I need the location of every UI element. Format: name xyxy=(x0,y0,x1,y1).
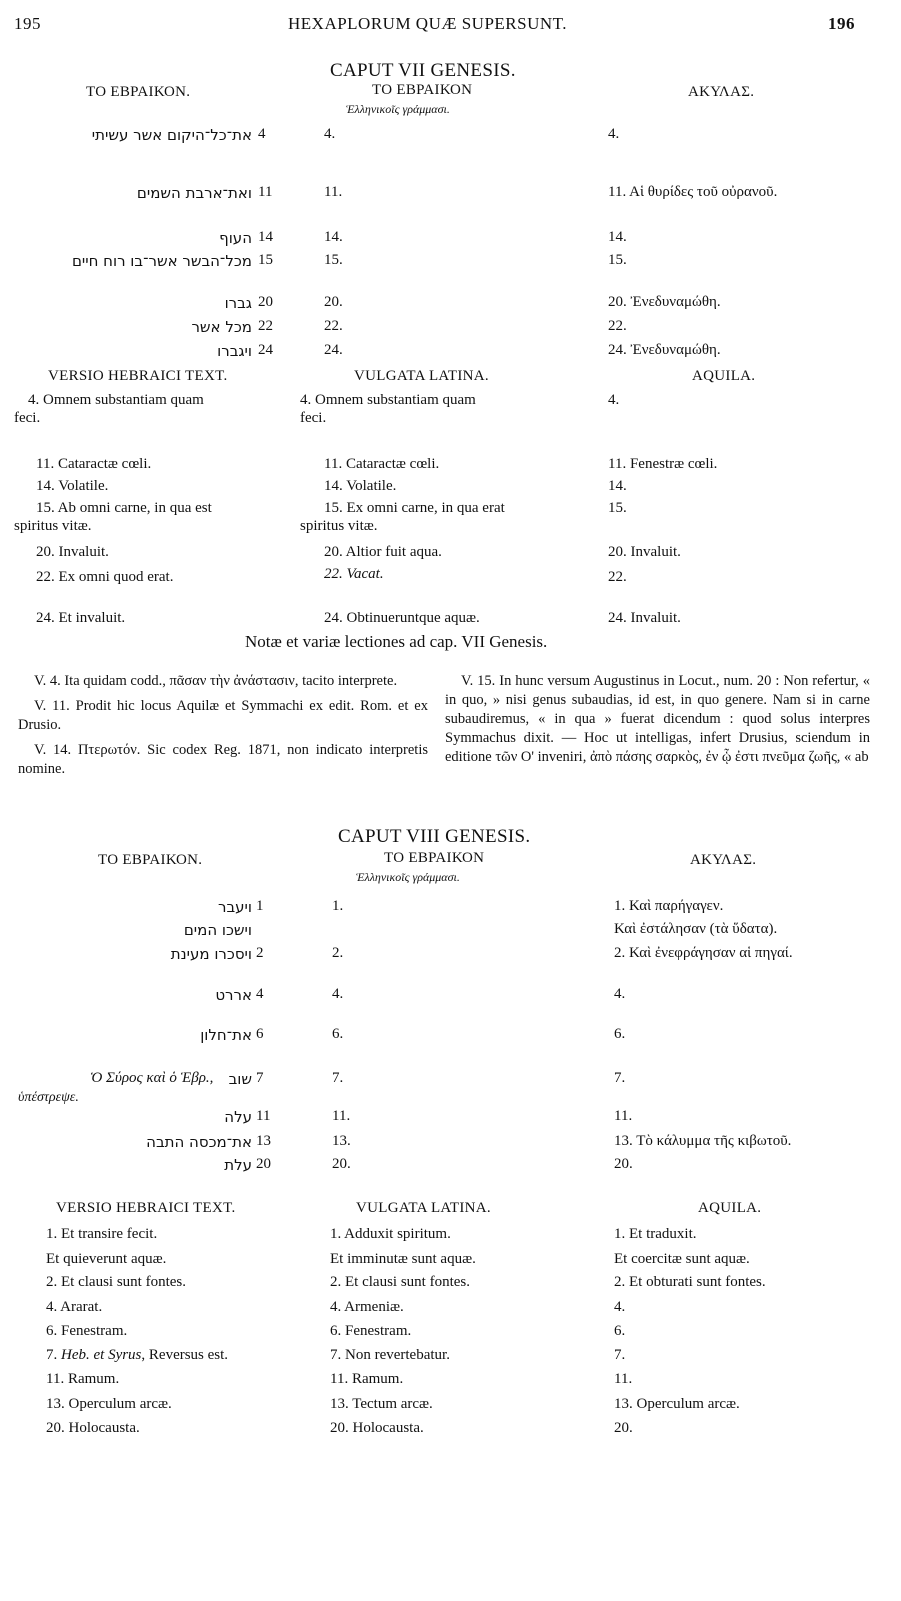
syrus-note: Ὁ Σύρος καὶ ὁ Ἑβρ., xyxy=(90,1070,214,1086)
translit-cell: 24. xyxy=(324,342,343,358)
note-v11: V. 11. Prodit hic locus Aquilæ et Symmachi ex edit. Rom. et ex Drusio. xyxy=(18,698,428,733)
aquila-cell: 4. xyxy=(608,126,620,142)
hebrew-word: את־חלון xyxy=(200,1026,252,1044)
latin-line-r: 13. Operculum arcæ. xyxy=(614,1396,740,1412)
hebrew-word: וישכו המים xyxy=(183,921,252,939)
hebrew-word: ויעבר xyxy=(218,898,252,916)
hebrew-word: העוף xyxy=(219,229,252,247)
latin-line-l: 1. Et transire fecit. xyxy=(46,1226,158,1242)
hebrew-word: ויסכרו מעינת xyxy=(170,945,252,963)
latin-line-l: 6. Fenestram. xyxy=(46,1323,128,1339)
syrus-note-2: ὑπέστρεψε. xyxy=(18,1090,79,1105)
latin-line-m: 1. Adduxit spiritum. xyxy=(330,1226,451,1242)
latin-line-l: 22. Ex omni quod erat. xyxy=(36,569,174,585)
latin-line-m: 20. Holocausta. xyxy=(330,1420,424,1436)
latin-line-r: 4. xyxy=(614,1299,626,1315)
latin-line-r: 11. Fenestræ cœli. xyxy=(608,456,718,472)
aquila-cell: 14. xyxy=(608,229,627,245)
latin-line-l: 14. Volatile. xyxy=(36,478,109,494)
latin-line-r: 1. Et traduxit. xyxy=(614,1226,697,1242)
latin-line-r: 22. xyxy=(608,569,627,585)
latin-line-r: 2. Et obturati sunt fontes. xyxy=(614,1274,766,1290)
notes-left-column xyxy=(18,672,428,779)
latin-line-r: 6. xyxy=(614,1323,626,1339)
latin-line-l: spiritus vitæ. xyxy=(14,518,92,534)
latin-line-m: 2. Et clausi sunt fontes. xyxy=(330,1274,470,1290)
latin-line-l: Et quieverunt aquæ. xyxy=(46,1251,167,1267)
col-translit-heading: ΤΟ ΕΒΡΑΙΚΟΝ xyxy=(372,82,473,98)
col-aquila-heading-8: ΑΚΥΛΑΣ. xyxy=(690,852,757,868)
latin-line-l: 20. Holocausta. xyxy=(46,1420,140,1436)
translit-cell: 14. xyxy=(324,229,343,245)
aquila-cell: 7. xyxy=(614,1070,626,1086)
col-aquila-heading: ΑΚΥΛΑΣ. xyxy=(688,84,755,100)
latin-line-r: 11. xyxy=(614,1371,633,1387)
hebrew-word: מכל־הבשר אשר־בו רוח חיים xyxy=(71,252,252,270)
latin-line-m: 4. Armeniæ. xyxy=(330,1299,404,1315)
note-v14: V. 14. Πτερωτόν. Sic codex Reg. 1871, non indicato interpretis nomine. xyxy=(18,742,428,777)
verse-number: 6 xyxy=(256,1026,264,1042)
lat-head-left: VERSIO HEBRAICI TEXT. xyxy=(48,368,228,384)
aquila-cell: 20. Ἐνεδυναμώθη. xyxy=(608,294,721,310)
latin-line-m: 24. Obtinueruntque aquæ. xyxy=(324,610,480,626)
latin-line-r: 4. xyxy=(608,392,620,408)
translit-cell: 20. xyxy=(332,1156,351,1172)
latin-line-m: 22. Vacat. xyxy=(324,566,384,582)
translit-cell: 7. xyxy=(332,1070,344,1086)
verse-number: 20 xyxy=(258,294,273,310)
aquila-cell: 22. xyxy=(608,318,627,334)
hebrew-word: ויגברו xyxy=(217,342,252,360)
hebrew-word: מכל אשר xyxy=(191,318,252,336)
aquila-cell: 4. xyxy=(614,986,626,1002)
lat-head-left-8: VERSIO HEBRAICI TEXT. xyxy=(56,1200,236,1216)
translit-cell: 1. xyxy=(332,898,344,914)
latin-line-m: 7. Non revertebatur. xyxy=(330,1347,450,1363)
aquila-cell: 13. Τὸ κάλυμμα τῆς κιβωτοῦ. xyxy=(614,1133,792,1149)
latin-line-m: feci. xyxy=(300,410,327,426)
latin-line-l: 13. Operculum arcæ. xyxy=(46,1396,172,1412)
verse-number: 22 xyxy=(258,318,273,334)
latin-line-r: Et coercitæ sunt aquæ. xyxy=(614,1251,750,1267)
verse-number: 4 xyxy=(258,126,266,142)
verse-number: 1 xyxy=(256,898,264,914)
verse-number: 11 xyxy=(256,1108,271,1124)
latin-line-m: spiritus vitæ. xyxy=(300,518,378,534)
latin-line-l: 11. Ramum. xyxy=(46,1371,120,1387)
page-number-left: 195 xyxy=(14,14,41,33)
hebrew-word: ואת־ארבת השמים xyxy=(136,184,252,202)
lat-head-right-8: AQUILA. xyxy=(698,1200,762,1216)
latin-line-l: 20. Invaluit. xyxy=(36,544,109,560)
aquila-cell: Καὶ ἐστάλησαν (τὰ ὕδατα). xyxy=(614,921,778,937)
verse-number: 13 xyxy=(256,1133,271,1149)
verse-number: 24 xyxy=(258,342,273,358)
latin-line-r: 24. Invaluit. xyxy=(608,610,681,626)
page-number-right: 196 xyxy=(828,14,855,33)
aquila-cell: 1. Καὶ παρήγαγεν. xyxy=(614,898,724,914)
latin-line-l: 24. Et invaluit. xyxy=(36,610,126,626)
translit-cell: 2. xyxy=(332,945,344,961)
translit-cell: 11. xyxy=(332,1108,351,1124)
latin-line-l: 11. Cataractæ cœli. xyxy=(36,456,152,472)
aquila-cell: 20. xyxy=(614,1156,633,1172)
verse-number: 20 xyxy=(256,1156,271,1172)
latin-line-r: 20. Invaluit. xyxy=(608,544,681,560)
col-translit-subheading-8: Ἑλληνικοῖς γράμμασι. xyxy=(356,870,460,884)
col-hebrew-heading-8: ΤΟ ΕΒΡΑΙΚΟΝ. xyxy=(98,852,203,868)
hebrew-word: את־כל־היקום אשר עשיתי xyxy=(91,126,252,144)
hebrew-word: עלה xyxy=(224,1108,252,1126)
latin-line-r: 20. xyxy=(614,1420,633,1436)
verse-number: 15 xyxy=(258,252,273,268)
col-hebrew-heading: ΤΟ ΕΒΡΑΙΚΟΝ. xyxy=(86,84,191,100)
latin-line-m: Et imminutæ sunt aquæ. xyxy=(330,1251,476,1267)
verse-number: 14 xyxy=(258,229,273,245)
translit-cell: 6. xyxy=(332,1026,344,1042)
aquila-cell: 15. xyxy=(608,252,627,268)
aquila-cell: 11. Αἱ θυρίδες τοῦ οὐρανοῦ. xyxy=(608,184,778,200)
latin-line-m: 4. Omnem substantiam quam xyxy=(300,392,476,408)
latin-line-l: 4. Ararat. xyxy=(46,1299,103,1315)
latin-line-m: 11. Cataractæ cœli. xyxy=(324,456,440,472)
latin-line-l: 2. Et clausi sunt fontes. xyxy=(46,1274,186,1290)
hebrew-word: גברו xyxy=(224,294,252,312)
verse-number: 7 xyxy=(256,1070,264,1086)
latin-line-l: feci. xyxy=(14,410,41,426)
translit-cell: 15. xyxy=(324,252,343,268)
latin-line-l: 4. Omnem substantiam quam xyxy=(28,392,204,408)
latin-line-m: 15. Ex omni carne, in qua erat xyxy=(324,500,505,516)
latin-line-r: 14. xyxy=(608,478,627,494)
hebrew-word: עלת xyxy=(224,1156,252,1174)
verse-number: 2 xyxy=(256,945,264,961)
latin-line-m: 20. Altior fuit aqua. xyxy=(324,544,442,560)
latin-line-m: 11. Ramum. xyxy=(330,1371,404,1387)
lat-head-mid: VULGATA LATINA. xyxy=(354,368,489,384)
latin-line-l: 15. Ab omni carne, in qua est xyxy=(36,500,212,516)
chapter-8-title: CAPUT VIII GENESIS. xyxy=(338,826,531,847)
latin-line-r: 15. xyxy=(608,500,627,516)
col-translit-heading-8: ΤΟ ΕΒΡΑΙΚΟΝ xyxy=(384,850,485,866)
hebrew-word: את־מכסה התבה xyxy=(146,1133,252,1151)
verse-number: 11 xyxy=(258,184,273,200)
translit-cell: 20. xyxy=(324,294,343,310)
note-v15: V. 15. In hunc versum Augustinus in Locut., num. 20 : Non refertur, « in quo, » nisi genus subaudias, id est, in quo genere. Nam si in carne subaudiremus, « in qua » fuerat dicendum : quod solus interpres Symmachus dixit. — Hoc ut intelligas, infert Drusius, sciendum in editione τῶν Ο' inveniri, ἀπὸ πάσης σαρκὸς, ἐν ᾧ ἐστι πνεῦμα ζωῆς, « ab xyxy=(445,673,870,765)
translit-cell: 11. xyxy=(324,184,343,200)
latin-line-r: 7. xyxy=(614,1347,626,1363)
translit-cell: 22. xyxy=(324,318,343,334)
aquila-cell: 2. Καὶ ἐνεφράγησαν αἱ πηγαί. xyxy=(614,945,793,961)
aquila-cell: 6. xyxy=(614,1026,626,1042)
note-v4: V. 4. Ita quidam codd., πᾶσαν τὴν ἀνάστασιν, tacito interprete. xyxy=(34,673,398,689)
aquila-cell: 24. Ἐνεδυναμώθη. xyxy=(608,342,721,358)
notes-right-column xyxy=(445,672,870,767)
col-translit-subheading: Ἑλληνικοῖς γράμμασι. xyxy=(346,102,450,116)
hebrew-word: שוב xyxy=(228,1070,252,1088)
notes-title: Notæ et variæ lectiones ad cap. VII Genesis. xyxy=(245,632,548,651)
verse-number: 4 xyxy=(256,986,264,1002)
lat-head-mid-8: VULGATA LATINA. xyxy=(356,1200,491,1216)
latin-line-m: 14. Volatile. xyxy=(324,478,397,494)
translit-cell: 4. xyxy=(324,126,336,142)
translit-cell: 13. xyxy=(332,1133,351,1149)
latin-line-l: 7. Heb. et Syrus, Reversus est. xyxy=(46,1347,229,1363)
translit-cell: 4. xyxy=(332,986,344,1002)
aquila-cell: 11. xyxy=(614,1108,633,1124)
hebrew-word: אררט xyxy=(215,986,252,1004)
chapter-7-title: CAPUT VII GENESIS. xyxy=(330,60,516,81)
lat-head-right: AQUILA. xyxy=(692,368,756,384)
latin-line-m: 6. Fenestram. xyxy=(330,1323,412,1339)
latin-line-m: 13. Tectum arcæ. xyxy=(330,1396,433,1412)
running-title: HEXAPLORUM QUÆ SUPERSUNT. xyxy=(288,14,568,33)
